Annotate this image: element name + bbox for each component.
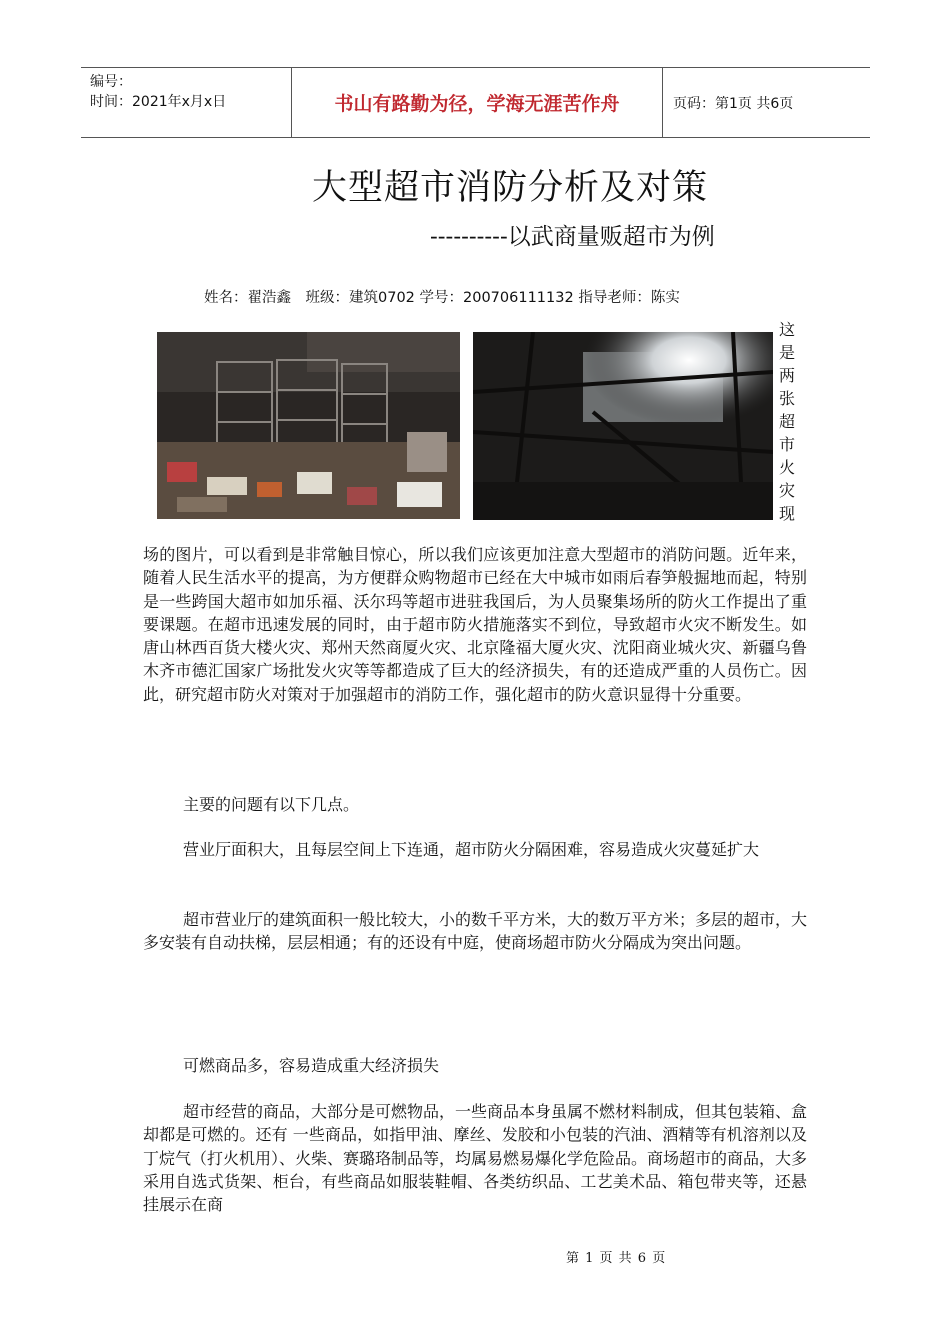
page-footer: 第 1 页 共 6 页 [566, 1251, 667, 1266]
time-label: 时间：2021年x月x日 [90, 94, 227, 110]
paragraph-issue-1-body: 超市营业厅的建筑面积一般比较大，小的数千平方米，大的数万平方米；多层的超市，大多安装有自动扶梯，层层相通；有的还设有中庭，使商场超市防火分隔成为突出问题。 [143, 910, 808, 953]
number-label: 编号： [90, 74, 132, 90]
vertical-caption-text: 这是两张超市火灾现 [778, 320, 795, 523]
paragraph-issue-2-body: 超市经营的商品，大部分是可燃物品，一些商品本身虽属不燃材料制成，但其包装箱、盒却都是可燃的。还有 一些商品，如指甲油、摩丝、发胶和小包装的汽油、酒精等有机溶剂以及丁烷气（打火机用）、火柴、赛璐珞制品等，均属易燃易爆化学危险品。商场超市的商品，大多采用自选式货架、柜台，有些商品如服装鞋帽、各类纺织品、工艺美术品、箱包带夹等，还悬挂展示在商 [143, 1102, 808, 1215]
header-page-info: 页码：第1页 共6页 [673, 95, 794, 112]
fire-scene-photo-1 [157, 332, 460, 519]
document-subtitle: ----------以武商量贩超市为例 [430, 224, 715, 250]
paragraph-intro: 场的图片，可以看到是非常触目惊心，所以我们应该更加注意大型超市的消防问题。近年来，随着人民生活水平的提高，为方便群众购物超市已经在大中城市如雨后春笋般掘地而起，特别是一些跨国大超市如加乐福、沃尔玛等超市进驻我国后，为人员聚集场所的防火工作提出了重要课题。在超市迅速发展的同时，由于超市防火措施落实不到位，导致超市火灾不断发生。如唐山林西百货大楼火灾、郑州天然商厦火灾、北京隆福大厦火灾、沈阳商业城火灾、新疆乌鲁木齐市德汇国家广场批发火灾等等都造成了巨大的经济损失，有的还造成严重的人员伤亡。因此，研究超市防火对策对于加强超市的消防工作，强化超市的防火意识显得十分重要。 [143, 545, 807, 704]
paragraph-issue-2-heading: 可燃商品多，容易造成重大经济损失 [183, 1056, 440, 1075]
header-motto: 书山有路勤为径，学海无涯苦作舟 [291, 68, 663, 137]
document-title: 大型超市消防分析及对策 [311, 168, 708, 208]
header-meta [81, 68, 291, 137]
fire-scene-photo-2 [473, 332, 773, 520]
page-header [81, 67, 870, 138]
paragraph-main-issues: 主要的问题有以下几点。 [183, 795, 360, 814]
author-line: 姓名：翟浩鑫 班级：建筑0702 学号：200706111132 指导老师：陈实 [204, 290, 680, 306]
paragraph-issue-1-heading: 营业厅面积大，且每层空间上下连通，超市防火分隔困难，容易造成火灾蔓延扩大 [183, 840, 760, 859]
